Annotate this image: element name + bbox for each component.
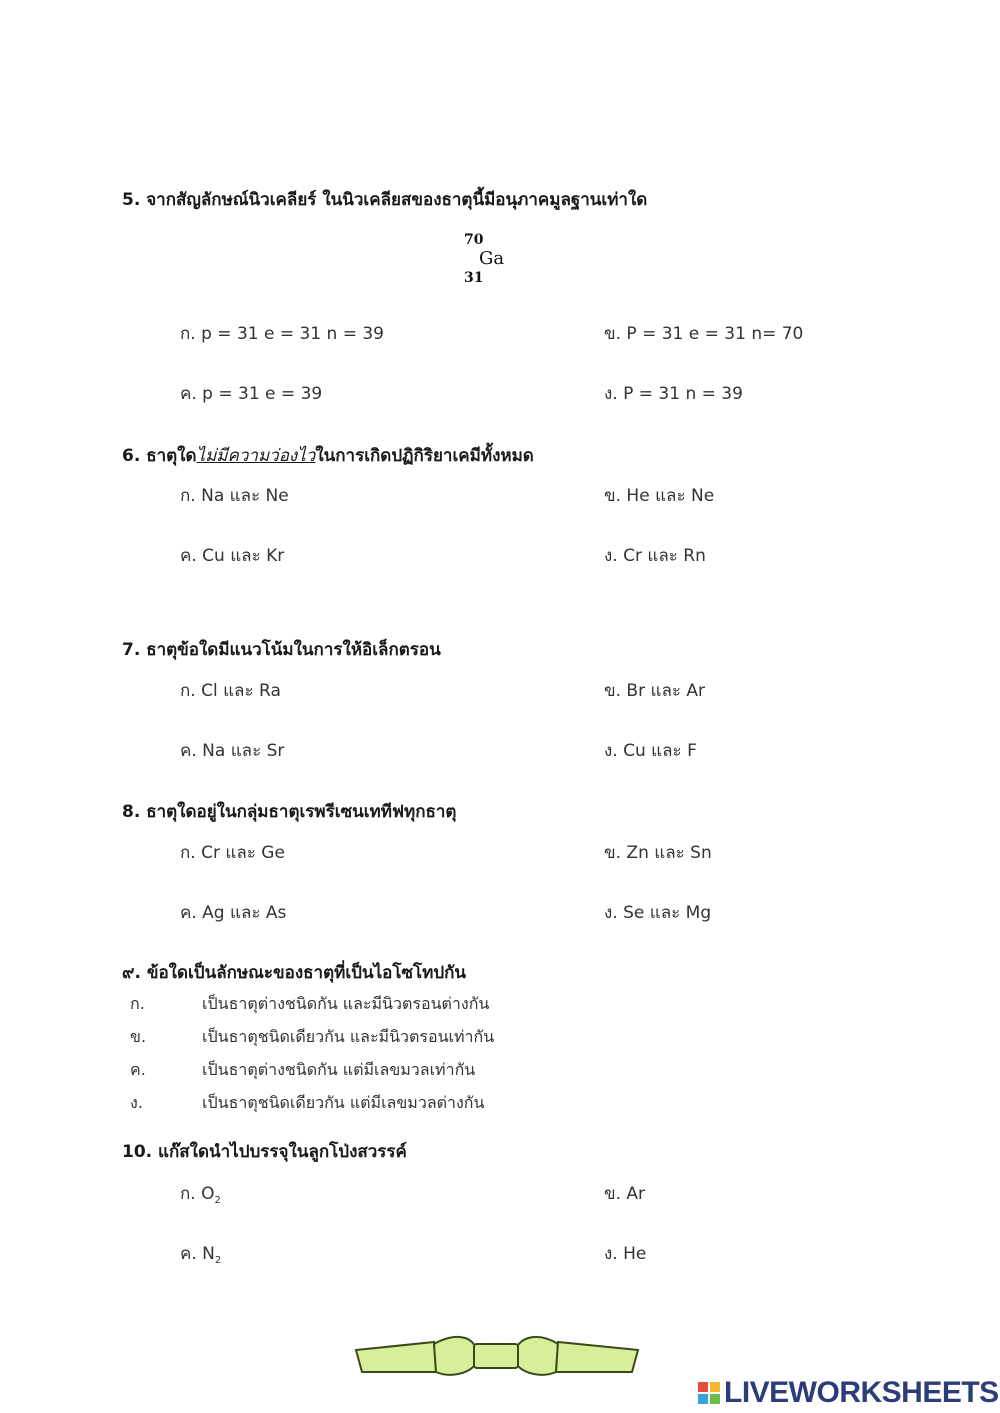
q8-option-b[interactable]: ข. Zn และ Sn (604, 843, 712, 863)
q5-option-d[interactable]: ง. P = 31 n = 39 (604, 384, 743, 404)
question-6-title-prefix: 6. ธาตุใด (122, 446, 197, 466)
question-5-title: 5. จากสัญลักษณ์นิวเคลียร์ ในนิวเคลียสของธาตุนี้มีอนุภาคมูลฐานเท่าใด (122, 190, 648, 210)
q9-option-b[interactable]: เป็นธาตุชนิดเดียวกัน และมีนิวตรอนเท่ากัน (202, 1027, 495, 1046)
question-9-title: ๙. ข้อใดเป็นลักษณะของธาตุที่เป็นไอโซโทปกัน (122, 963, 467, 983)
q7-option-a[interactable]: ก. Cl และ Ra (180, 681, 281, 701)
q9-option-d[interactable]: เป็นธาตุชนิดเดียวกัน แต่มีเลขมวลต่างกัน (202, 1093, 485, 1112)
q10-option-c-sub: 2 (214, 1255, 222, 1266)
question-6-title-suffix: ในการเกิดปฏิกิริยาเคมีทั้งหมด (315, 446, 534, 466)
q8-option-a[interactable]: ก. Cr และ Ge (180, 843, 285, 863)
q9-option-a[interactable]: เป็นธาตุต่างชนิดกัน และมีนิวตรอนต่างกัน (202, 994, 490, 1013)
q6-option-d[interactable]: ง. Cr และ Rn (604, 546, 706, 566)
liveworksheets-badge-icon (698, 1382, 720, 1404)
q5-option-b[interactable]: ข. P = 31 e = 31 n= 70 (604, 324, 804, 344)
q8-option-c[interactable]: ค. Ag และ As (180, 903, 287, 923)
q7-option-b[interactable]: ข. Br และ Ar (604, 681, 706, 701)
q7-option-d[interactable]: ง. Cu และ F (604, 741, 697, 761)
question-8-title: 8. ธาตุใดอยู่ในกลุ่มธาตุเรพรีเซนเททีฟทุกธาตุ (122, 802, 457, 822)
q5-option-c[interactable]: ค. p = 31 e = 39 (180, 384, 323, 404)
atomic-number: 31 (464, 270, 484, 286)
q7-option-c[interactable]: ค. Na และ Sr (180, 741, 285, 761)
q10-option-a-prefix: ก. O (180, 1184, 215, 1204)
q6-option-c[interactable]: ค. Cu และ Kr (180, 546, 285, 566)
q8-option-d[interactable]: ง. Se และ Mg (604, 903, 712, 923)
q10-option-a-sub: 2 (214, 1195, 221, 1206)
question-10-title: 10. แก๊สใดนำไปบรรจุในลูกโป่งสวรรค์ (122, 1142, 407, 1162)
question-6-title (122, 442, 534, 469)
ribbon-bow-icon (352, 1328, 642, 1386)
q9-option-c-letter: ค. (130, 1060, 146, 1079)
element-symbol: Ga (479, 248, 505, 269)
q10-option-b[interactable]: ข. Ar (604, 1184, 646, 1204)
question-6-title-emphasis: ไม่มีความว่องไว (196, 446, 316, 466)
q6-option-a[interactable]: ก. Na และ Ne (180, 486, 289, 506)
nuclide-symbol (462, 232, 522, 292)
question-7-title: 7. ธาตุข้อใดมีแนวโน้มในการให้อิเล็กตรอน (122, 640, 441, 660)
q9-option-d-letter: ง. (130, 1093, 143, 1112)
q10-option-c-prefix: ค. N (180, 1244, 215, 1264)
q10-option-c[interactable] (180, 1240, 221, 1267)
liveworksheets-logo-text: LIVEWORKSHEETS (724, 1376, 999, 1409)
q10-option-a[interactable] (180, 1180, 221, 1207)
q10-option-d[interactable]: ง. He (604, 1244, 647, 1264)
q9-option-a-letter: ก. (130, 994, 145, 1013)
q9-option-b-letter: ข. (130, 1027, 147, 1046)
liveworksheets-logo (698, 1376, 999, 1410)
mass-number: 70 (464, 232, 484, 248)
q5-option-a[interactable]: ก. p = 31 e = 31 n = 39 (180, 324, 384, 344)
q9-option-c[interactable]: เป็นธาตุต่างชนิดกัน แต่มีเลขมวลเท่ากัน (202, 1060, 476, 1079)
q6-option-b[interactable]: ข. He และ Ne (604, 486, 715, 506)
